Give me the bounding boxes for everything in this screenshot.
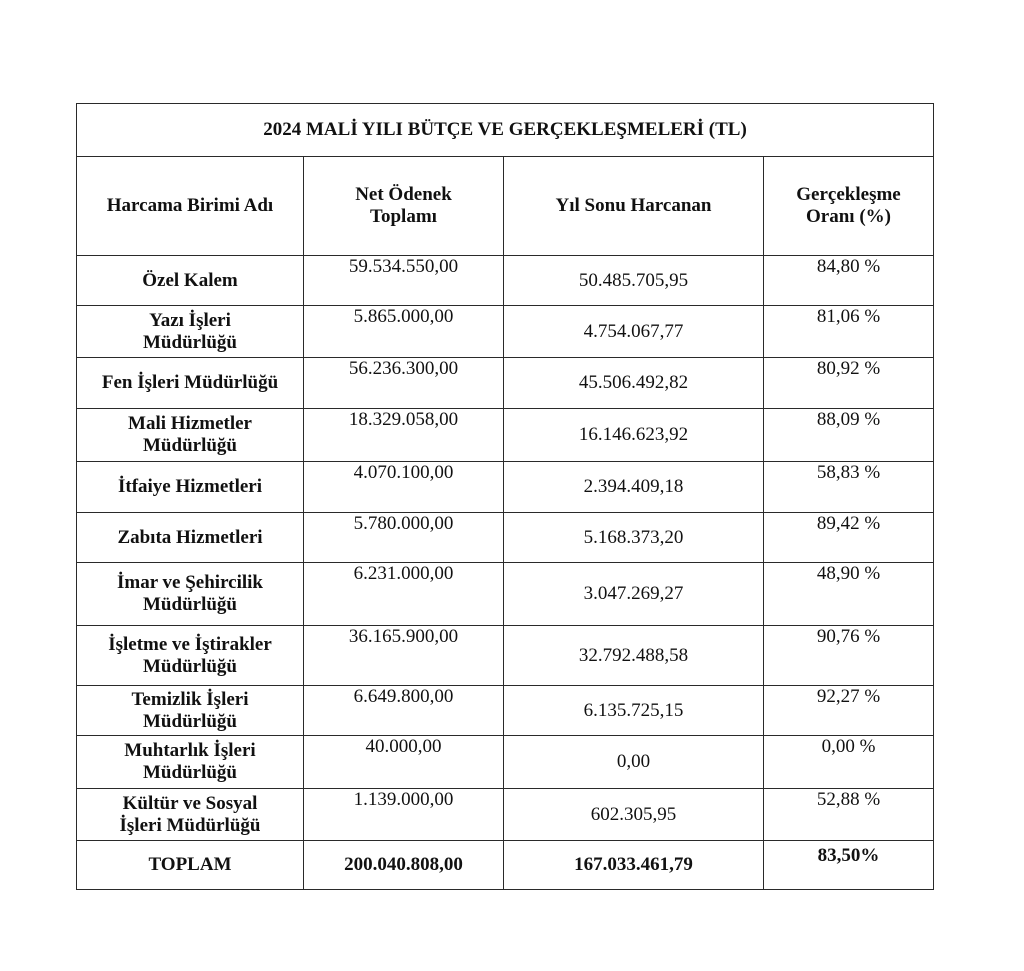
realization-rate: 92,27 % xyxy=(764,686,934,736)
table-row xyxy=(77,736,934,789)
unit-name-cell xyxy=(77,686,304,736)
unit-name: Temizlik İşleri Müdürlüğü xyxy=(131,688,249,732)
header-unit-label: Harcama Birimi Adı xyxy=(106,195,274,216)
header-net-label: Net Ödenek Toplamı xyxy=(355,184,452,227)
unit-name: Zabıta Hizmetleri xyxy=(117,526,263,548)
header-spent xyxy=(504,157,764,256)
table-row xyxy=(77,686,934,736)
net-allocation: 4.070.100,00 xyxy=(304,462,504,513)
net-allocation: 56.236.300,00 xyxy=(304,358,504,409)
net-allocation: 18.329.058,00 xyxy=(304,409,504,462)
table-row xyxy=(77,513,934,563)
net-allocation: 5.865.000,00 xyxy=(304,306,504,358)
total-spent: 167.033.461,79 xyxy=(504,841,764,890)
net-allocation: 5.780.000,00 xyxy=(304,513,504,563)
unit-name-cell xyxy=(77,409,304,462)
table-title: 2024 MALİ YILI BÜTÇE VE GERÇEKLEŞMELERİ (TL) xyxy=(77,104,934,157)
header-rate-label: Gerçekleşme Oranı (%) xyxy=(796,184,901,227)
unit-name-cell xyxy=(77,256,304,306)
realization-rate: 48,90 % xyxy=(764,563,934,626)
year-end-spent: 2.394.409,18 xyxy=(504,462,764,513)
unit-name-cell xyxy=(77,306,304,358)
unit-name: Özel Kalem xyxy=(142,269,238,291)
year-end-spent: 3.047.269,27 xyxy=(504,563,764,626)
header-net xyxy=(304,157,504,256)
unit-name-cell xyxy=(77,358,304,409)
year-end-spent: 6.135.725,15 xyxy=(504,686,764,736)
table-row xyxy=(77,306,934,358)
realization-rate: 58,83 % xyxy=(764,462,934,513)
total-label: TOPLAM xyxy=(77,841,304,890)
year-end-spent: 5.168.373,20 xyxy=(504,513,764,563)
title-row xyxy=(77,104,934,157)
year-end-spent: 602.305,95 xyxy=(504,789,764,841)
unit-name-cell xyxy=(77,513,304,563)
year-end-spent: 4.754.067,77 xyxy=(504,306,764,358)
budget-table xyxy=(76,103,934,890)
header-rate xyxy=(764,157,934,256)
total-row xyxy=(77,841,934,890)
header-unit xyxy=(77,157,304,256)
unit-name: Mali Hizmetler Müdürlüğü xyxy=(128,413,252,456)
table-row xyxy=(77,563,934,626)
net-allocation: 36.165.900,00 xyxy=(304,626,504,686)
unit-name: Muhtarlık İşleri Müdürlüğü xyxy=(124,740,256,783)
unit-name-cell xyxy=(77,736,304,789)
year-end-spent: 45.506.492,82 xyxy=(504,358,764,409)
realization-rate: 90,76 % xyxy=(764,626,934,686)
unit-name: Fen İşleri Müdürlüğü xyxy=(101,372,279,393)
table-row xyxy=(77,358,934,409)
unit-name: İşletme ve İştirakler Müdürlüğü xyxy=(108,633,272,677)
year-end-spent: 32.792.488,58 xyxy=(504,626,764,686)
realization-rate: 84,80 % xyxy=(764,256,934,306)
table-row xyxy=(77,256,934,306)
unit-name-cell xyxy=(77,563,304,626)
net-allocation: 6.231.000,00 xyxy=(304,563,504,626)
realization-rate: 0,00 % xyxy=(764,736,934,789)
unit-name: İtfaiye Hizmetleri xyxy=(117,476,262,497)
year-end-spent: 16.146.623,92 xyxy=(504,409,764,462)
realization-rate: 80,92 % xyxy=(764,358,934,409)
realization-rate: 88,09 % xyxy=(764,409,934,462)
net-allocation: 40.000,00 xyxy=(304,736,504,789)
unit-name-cell xyxy=(77,789,304,841)
net-allocation: 1.139.000,00 xyxy=(304,789,504,841)
realization-rate: 81,06 % xyxy=(764,306,934,358)
year-end-spent: 0,00 xyxy=(504,736,764,789)
total-rate: 83,50% xyxy=(764,841,934,890)
total-net: 200.040.808,00 xyxy=(304,841,504,890)
unit-name: Kültür ve Sosyal İşleri Müdürlüğü xyxy=(119,792,261,836)
header-row xyxy=(77,157,934,256)
header-spent-label: Yıl Sonu Harcanan xyxy=(555,195,712,216)
table-row xyxy=(77,789,934,841)
unit-name-cell xyxy=(77,626,304,686)
table-row xyxy=(77,626,934,686)
year-end-spent: 50.485.705,95 xyxy=(504,256,764,306)
unit-name-cell xyxy=(77,462,304,513)
unit-name: Yazı İşleri Müdürlüğü xyxy=(143,309,237,353)
unit-name: İmar ve Şehircilik Müdürlüğü xyxy=(116,572,264,615)
realization-rate: 52,88 % xyxy=(764,789,934,841)
table-row xyxy=(77,462,934,513)
net-allocation: 6.649.800,00 xyxy=(304,686,504,736)
net-allocation: 59.534.550,00 xyxy=(304,256,504,306)
realization-rate: 89,42 % xyxy=(764,513,934,563)
table-row xyxy=(77,409,934,462)
